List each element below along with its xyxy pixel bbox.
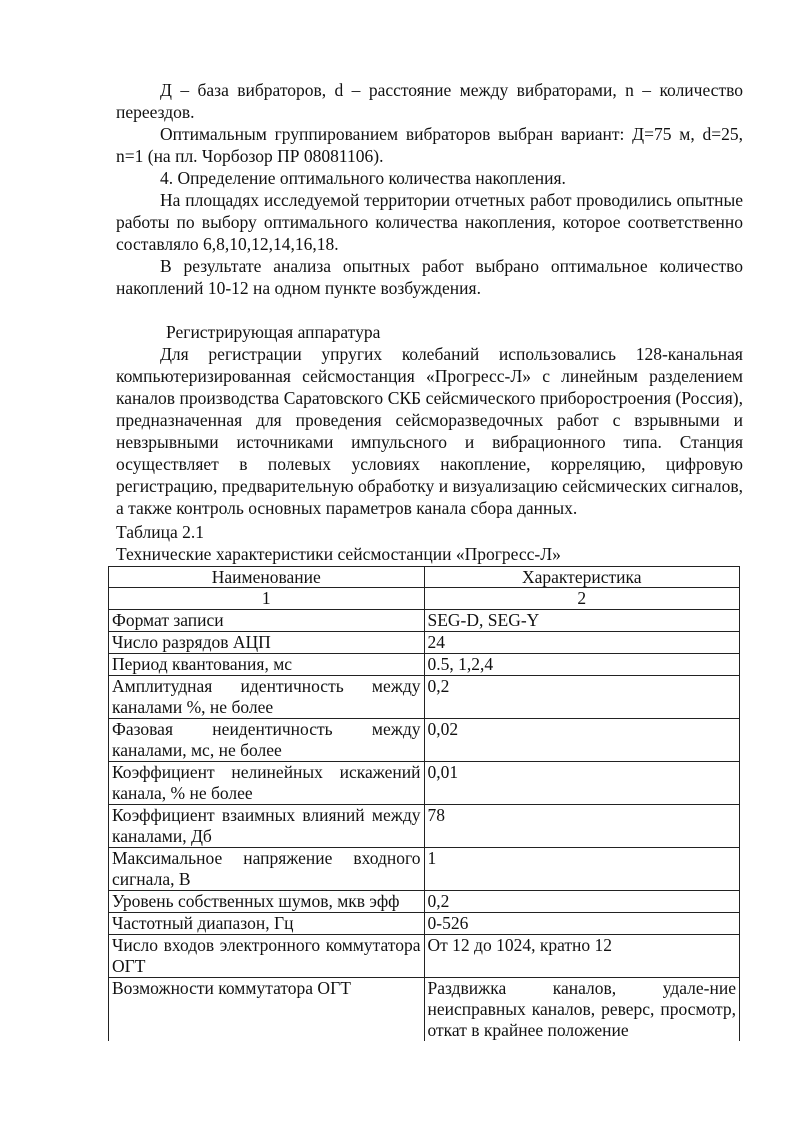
paragraph-optimal-grouping: Оптимальным группированием вибраторов выбран вариант: Д=75 м, d=25, n=1 (на пл. Чорбозор ПР 08081106). — [116, 124, 743, 166]
table-row — [109, 719, 740, 762]
table-row — [109, 935, 740, 978]
table-row — [109, 891, 740, 913]
blank-line — [116, 299, 743, 321]
table-row — [109, 676, 740, 719]
header-name: Наименование — [109, 567, 425, 588]
row-value: SEG-D, SEG-Y — [424, 610, 740, 632]
row-name: Число разрядов АЦП — [109, 632, 425, 654]
row-name: Период квантования, мс — [109, 654, 425, 676]
row-value: 24 — [424, 632, 740, 654]
section-heading-recording-equipment: Регистрирующая аппаратура — [166, 322, 381, 342]
row-name: Коэффициент взаимных влияний между каналами, Дб — [109, 805, 425, 848]
row-name: Коэффициент нелинейных искажений канала, % не более — [109, 762, 425, 805]
table-column-numbers-row — [109, 588, 740, 610]
paragraph-analysis-result: В результате анализа опытных работ выбрано оптимальное количество накоплений 10-12 на одном пункте возбуждения. — [116, 256, 743, 298]
table-row — [109, 913, 740, 935]
row-value: 0-526 — [424, 913, 740, 935]
table-row — [109, 610, 740, 632]
paragraph-experimental-works: На площадях исследуемой территории отчетных работ проводились опытные работы по выбору оптимального количества накопления, которое соответственно составляло 6,8,10,12,14,16,18. — [116, 190, 743, 254]
table-number: Таблица 2.1 — [116, 522, 204, 542]
row-value: От 12 до 1024, кратно 12 — [424, 935, 740, 978]
row-value: 1 — [424, 848, 740, 891]
row-name: Фазовая неидентичность между каналами, мс, не более — [109, 719, 425, 762]
row-value: 78 — [424, 805, 740, 848]
row-value: Раздвижка каналов, удале-ние неисправных каналов, реверс, просмотр, откат в крайнее положение — [424, 978, 740, 1042]
row-name: Амплитудная идентичность между каналами %, не более — [109, 676, 425, 719]
row-value: 0,2 — [424, 676, 740, 719]
row-name: Уровень собственных шумов, мкв эфф — [109, 891, 425, 913]
table-row — [109, 654, 740, 676]
header-value: Характеристика — [424, 567, 740, 588]
section-heading-accumulation: 4. Определение оптимального количества накопления. — [160, 168, 566, 188]
table-row — [109, 632, 740, 654]
row-value: 0.5, 1,2,4 — [424, 654, 740, 676]
row-value: 0,02 — [424, 719, 740, 762]
paragraph-station-description: Для регистрации упругих колебаний использовались 128-канальная компьютеризированная сейсмостанция «Прогресс-Л» с линейным разделением каналов производства Саратовского СКБ сейсмического приборостроения (Россия), предназначенная для проведения сейсморазведочных работ с взрывными и невзрывными источниками импульсного и вибрационного типа. Станция осуществляет в полевых условиях накопление, корреляцию, цифровую регистрацию, предварительную обработку и визуализацию сейсмических сигналов, а также контроль основных параметров канала сбора данных. — [116, 344, 743, 518]
table-title: Технические характеристики сейсмостанции «Прогресс-Л» — [116, 544, 561, 564]
row-value: 0,01 — [424, 762, 740, 805]
table-row — [109, 762, 740, 805]
table-row — [109, 848, 740, 891]
table-header-row — [109, 567, 740, 588]
row-name: Число входов электронного коммутатора ОГТ — [109, 935, 425, 978]
column-number-2: 2 — [424, 588, 740, 610]
paragraph-vibrator-definitions: Д – база вибраторов, d – расстояние между вибраторами, n – количество переездов. — [116, 80, 743, 122]
row-name: Частотный диапазон, Гц — [109, 913, 425, 935]
specs-table — [108, 566, 740, 1041]
table-row — [109, 978, 740, 1042]
row-name: Возможности коммутатора ОГТ — [109, 978, 425, 1042]
row-value: 0,2 — [424, 891, 740, 913]
column-number-1: 1 — [109, 588, 425, 610]
row-name: Формат записи — [109, 610, 425, 632]
document-page — [112, 79, 743, 1041]
row-name: Максимальное напряжение входного сигнала, В — [109, 848, 425, 891]
table-row — [109, 805, 740, 848]
